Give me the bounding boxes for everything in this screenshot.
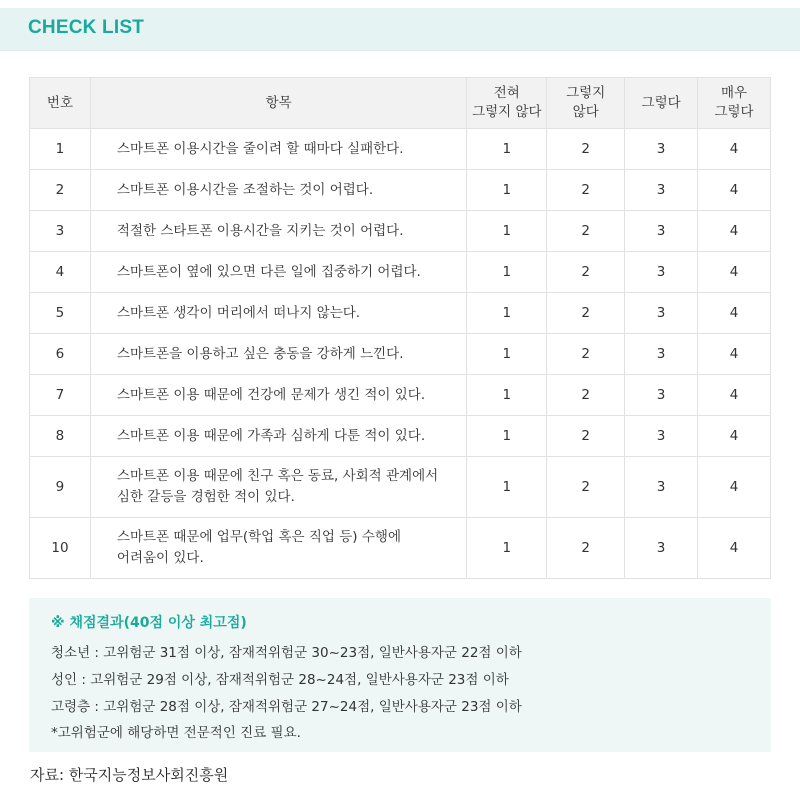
row-number: 10 — [30, 518, 91, 579]
result-line-note: *고위험군에 해당하면 전문적인 진료 필요. — [51, 725, 301, 741]
score-4: 4 — [698, 170, 771, 211]
column-header-so: 그렇다 — [625, 78, 698, 129]
row-item: 스마트폰 이용시간을 줄이려 할 때마다 실패한다. — [90, 129, 466, 170]
score-1: 1 — [467, 375, 547, 416]
score-3: 3 — [625, 170, 698, 211]
score-3: 3 — [625, 416, 698, 457]
row-number: 9 — [30, 457, 91, 518]
score-4: 4 — [698, 211, 771, 252]
score-4: 4 — [698, 518, 771, 579]
score-2: 2 — [547, 252, 625, 293]
score-3: 3 — [625, 334, 698, 375]
score-1: 1 — [467, 252, 547, 293]
score-2: 2 — [547, 170, 625, 211]
row-item: 스마트폰을 이용하고 싶은 충동을 강하게 느낀다. — [90, 334, 466, 375]
score-3: 3 — [625, 518, 698, 579]
row-item: 적절한 스타트폰 이용시간을 지키는 것이 어렵다. — [90, 211, 466, 252]
score-1: 1 — [467, 211, 547, 252]
score-2: 2 — [547, 416, 625, 457]
row-item: 스마트폰 때문에 업무(학업 혹은 직업 등) 수행에 어려움이 있다. — [90, 518, 466, 579]
score-3: 3 — [625, 293, 698, 334]
result-line-elderly: 고령층 : 고위험군 28점 이상, 잠재적위험군 27~24점, 일반사용자군 23점 이하 — [51, 699, 522, 715]
score-3: 3 — [625, 252, 698, 293]
score-1: 1 — [467, 457, 547, 518]
row-item: 스마트폰 생각이 머리에서 떠나지 않는다. — [90, 293, 466, 334]
checklist-table — [29, 77, 771, 579]
score-1: 1 — [467, 416, 547, 457]
table-row — [30, 457, 771, 518]
column-header-number: 번호 — [30, 78, 91, 129]
score-1: 1 — [467, 170, 547, 211]
score-4: 4 — [698, 375, 771, 416]
source-credit: 자료: 한국지능정보사회진흥원 — [30, 766, 229, 784]
table-row — [30, 375, 771, 416]
score-2: 2 — [547, 518, 625, 579]
scoring-result-box — [29, 598, 771, 752]
score-1: 1 — [467, 518, 547, 579]
row-number: 8 — [30, 416, 91, 457]
score-4: 4 — [698, 252, 771, 293]
score-1: 1 — [467, 129, 547, 170]
score-2: 2 — [547, 334, 625, 375]
table-row — [30, 129, 771, 170]
column-header-not-so: 그렇지 않다 — [547, 78, 625, 129]
row-item: 스마트폰 이용 때문에 가족과 심하게 다툰 적이 있다. — [90, 416, 466, 457]
score-4: 4 — [698, 416, 771, 457]
table-row — [30, 293, 771, 334]
row-number: 6 — [30, 334, 91, 375]
score-3: 3 — [625, 375, 698, 416]
score-4: 4 — [698, 293, 771, 334]
table-row — [30, 334, 771, 375]
row-item: 스마트폰 이용 때문에 친구 혹은 동료, 사회적 관계에서 심한 갈등을 경험한 적이 있다. — [90, 457, 466, 518]
table-row — [30, 252, 771, 293]
column-header-item: 항목 — [90, 78, 466, 129]
result-line-adult: 성인 : 고위험군 29점 이상, 잠재적위험군 28~24점, 일반사용자군 23점 이하 — [51, 672, 509, 688]
score-1: 1 — [467, 293, 547, 334]
score-3: 3 — [625, 457, 698, 518]
score-1: 1 — [467, 334, 547, 375]
score-2: 2 — [547, 293, 625, 334]
result-line-youth: 청소년 : 고위험군 31점 이상, 잠재적위험군 30~23점, 일반사용자군 22점 이하 — [51, 645, 522, 661]
row-number: 4 — [30, 252, 91, 293]
row-item: 스마트폰 이용시간을 조절하는 것이 어렵다. — [90, 170, 466, 211]
page-title: CHECK LIST — [28, 17, 144, 38]
table-header-row — [30, 78, 771, 129]
row-item: 스마트폰이 옆에 있으면 다른 일에 집중하기 어렵다. — [90, 252, 466, 293]
column-header-never: 전혀 그렇지 않다 — [467, 78, 547, 129]
score-2: 2 — [547, 457, 625, 518]
row-number: 1 — [30, 129, 91, 170]
table-row — [30, 170, 771, 211]
score-4: 4 — [698, 129, 771, 170]
score-4: 4 — [698, 457, 771, 518]
score-4: 4 — [698, 334, 771, 375]
scoring-result-title: ※ 채점결과(40점 이상 최고점) — [51, 615, 247, 631]
row-number: 3 — [30, 211, 91, 252]
row-item: 스마트폰 이용 때문에 건강에 문제가 생긴 적이 있다. — [90, 375, 466, 416]
score-3: 3 — [625, 211, 698, 252]
table-row — [30, 518, 771, 579]
column-header-very-so: 매우 그렇다 — [698, 78, 771, 129]
score-2: 2 — [547, 211, 625, 252]
table-row — [30, 416, 771, 457]
score-2: 2 — [547, 375, 625, 416]
row-number: 7 — [30, 375, 91, 416]
score-2: 2 — [547, 129, 625, 170]
table-row — [30, 211, 771, 252]
row-number: 5 — [30, 293, 91, 334]
row-number: 2 — [30, 170, 91, 211]
score-3: 3 — [625, 129, 698, 170]
